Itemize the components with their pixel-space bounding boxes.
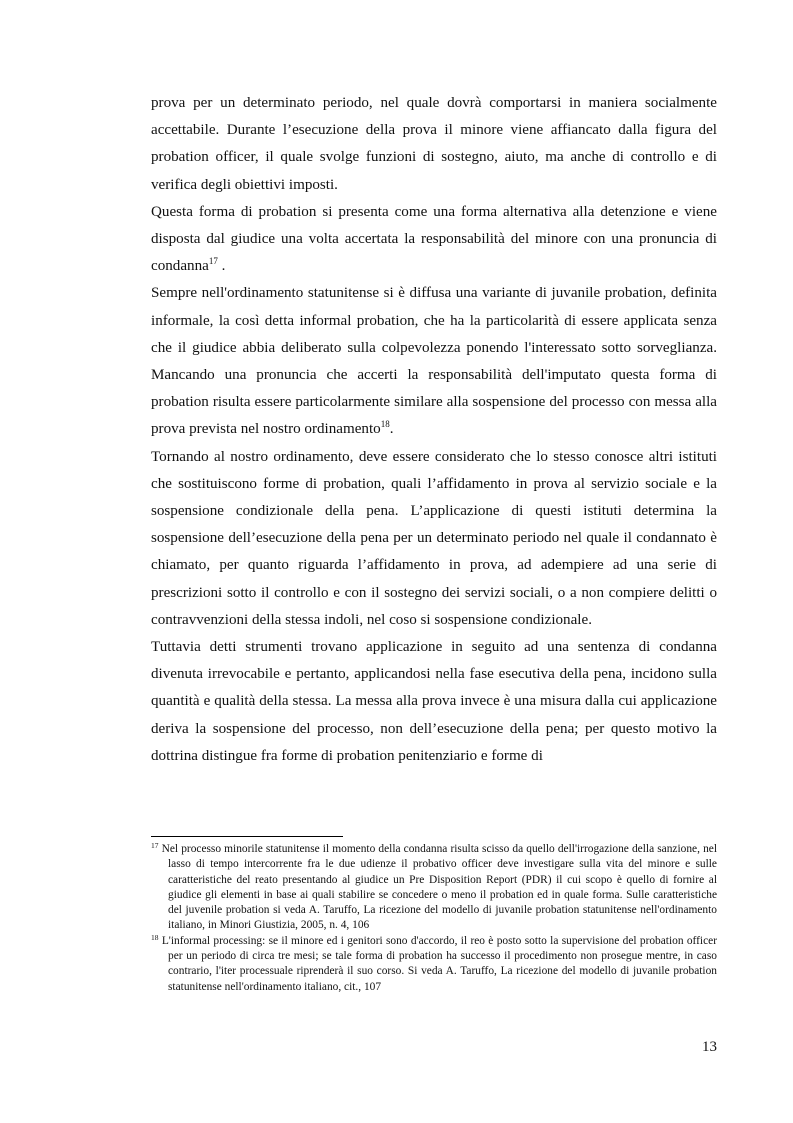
footnote-text: Nel processo minorile statunitense il momento della condanna risulta scisso da quello dell'irrogazione della sanzione, nel lasso di tempo intercorrente fra le due udienze il probativo officer deve investigare sulla vita del minore e sulle caratteristiche del reato presentando al giudice un Pre Disposition Report (PDR) il cui scopo è quello di fornire al giudice gli elementi in base ai quali stabilire se concedere o meno il probation ed in quale forma. Sulle caratteristiche del juvenile probation si veda A. Taruffo, La ricezione del modello di juvanile probation statunitense nell'ordinamento italiano, in Minori Giustizia, 2005, n. 4, 106 [158, 843, 717, 932]
paragraph-2-end: . [217, 258, 226, 275]
footnote-number: 17 [151, 841, 159, 850]
footnote-ref-17[interactable]: 17 [208, 256, 218, 267]
paragraph-3-text: Sempre nell'ordinamento statunitense si è diffusa una variante di juvanile probation, definita informale, la così detta informal probation, che ha la particolarità di essere applicata senza che il giudice abbia deliberato sulla colpevolezza ponendo l'interessato sotto sorveglianza. Mancando una pronuncia che accerti la responsabilità dell'imputato questa forma di probation risulta essere particolarmente similare alla sospensione del processo con messa alla prova prevista nel nostro ordinamento [151, 285, 717, 438]
footnote-separator [151, 836, 343, 837]
paragraph-2-text: Questa forma di probation si presenta come una forma alternativa alla detenzione e viene disposta dal giudice una volta accertata la responsabilità del minore con una pronuncia di condanna [151, 203, 717, 275]
footnotes [151, 842, 717, 995]
footnote-text: L'informal processing: se il minore ed i genitori sono d'accordo, il reo è posto sotto la supervisione del probation officer per un periodo di circa tre mesi; se tale forma di probation ha successo il procedimento non prosegue mentre, in caso contrario, l'iter processuale riprenderà il suo corso. Si veda A. Taruffo, La ricezione del modello di juvanile probation statunitense nell'ordinamento italiano, cit., 107 [158, 934, 717, 993]
footnote-ref-18[interactable]: 18 [380, 419, 390, 430]
body-text [151, 90, 717, 770]
paragraph-2 [151, 199, 717, 281]
footnote-18 [151, 934, 717, 995]
footnote-17 [151, 842, 717, 934]
paragraph-4: Tornando al nostro ordinamento, deve essere considerato che lo stesso conosce altri istituti che sostituiscono forme di probation, quali l’affidamento in prova al servizio sociale e la sospensione condizionale della pena. L’applicazione di questi istituti determina la sospensione dell’esecuzione della pena per un determinato periodo nel quale il condannato è chiamato, per quanto riguarda l’affidamento in prova, ad adempiere ad una serie di prescrizioni sotto il controllo e con il sostegno dei servizi sociali, o a non compiere delitti o contravvenzioni della stessa indoli, nel coso si sospensione condizionale. [151, 448, 717, 628]
paragraph-1: prova per un determinato periodo, nel quale dovrà comportarsi in maniera socialmente accettabile. Durante l’esecuzione della prova il minore viene affiancato dalla figura del probation officer, il quale svolge funzioni di sostegno, aiuto, ma anche di controllo e di verifica degli obiettivi imposti. [151, 95, 717, 193]
paragraph-3-end: . [389, 421, 394, 438]
page-number: 13 [702, 1039, 717, 1055]
paragraph-5: Tuttavia detti strumenti trovano applicazione in seguito ad una sentenza di condanna divenuta irrevocabile e pertanto, applicandosi nella fase esecutiva della pena, incidono sulla quantità e qualità della stessa. La messa alla prova invece è una misura dalla cui applicazione deriva la sospensione del processo, non dell’esecuzione della pena; per questo motivo la dottrina distingue fra forme di probation penitenziario e forme di [151, 639, 717, 764]
paragraph-3 [151, 280, 717, 443]
footnote-number: 18 [151, 932, 159, 942]
